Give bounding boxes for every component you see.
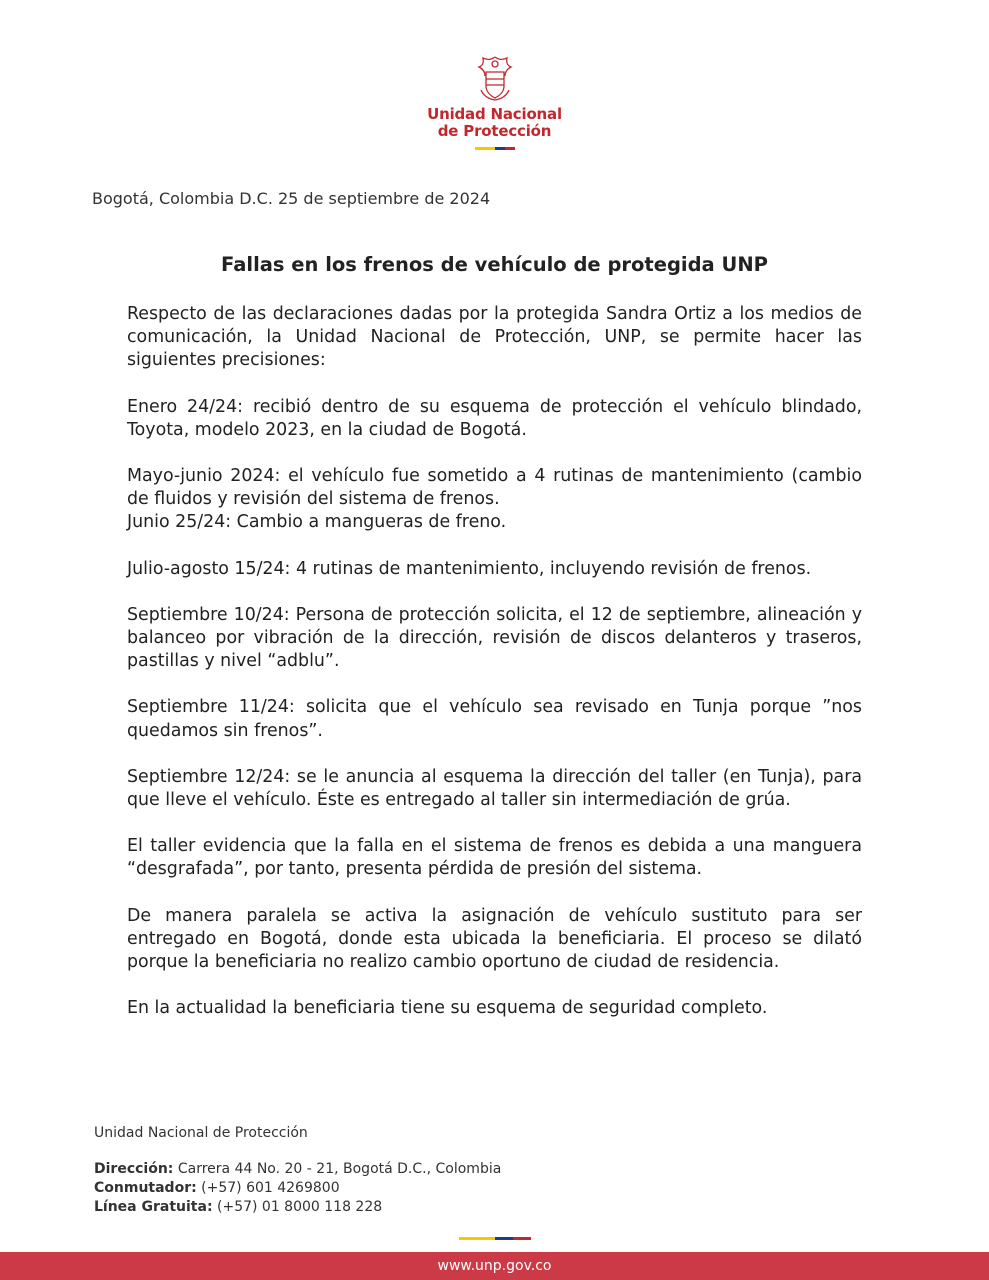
paragraph-july-august: Julio-agosto 15/24: 4 rutinas de mantenimiento, incluyendo revisión de frenos. <box>127 558 812 579</box>
letter-date: Bogotá, Colombia D.C. 25 de septiembre de 2024 <box>92 189 491 208</box>
paragraph-intro: Respecto de las declaraciones dadas por la protegida Sandra Ortiz a los medios de comunicación, la Unidad Nacional de Protección, UNP, se permite hacer las siguientes precisiones: <box>127 304 862 371</box>
website-bar <box>0 1252 989 1280</box>
footer-address: Dirección: Carrera 44 No. 20 - 21, Bogotá D.C., Colombia <box>94 1161 502 1177</box>
footer-switchboard: Conmutador: (+57) 601 4269800 <box>94 1180 340 1196</box>
paragraph-may-june: Mayo-junio 2024: el vehículo fue sometido a 4 rutinas de mantenimiento (cambio de fluidos y revisión del sistema de frenos. Junio 25/24: Cambio a mangueras de freno. <box>127 466 862 533</box>
paragraph-september-11: Septiembre 11/24: solicita que el vehículo sea revisado en Tunja porque ”nos quedamos sin frenos”. <box>127 697 862 741</box>
paragraph-workshop: El taller evidencia que la falla en el sistema de frenos es debida a una manguera “desgrafada”, por tanto, presenta pérdida de presión del sistema. <box>127 836 862 880</box>
website-link[interactable]: www.unp.gov.co <box>437 1258 552 1274</box>
paragraph-september-12: Septiembre 12/24: se le anuncia al esquema la dirección del taller (en Tunja), para que lleve el vehículo. Éste es entregado al taller sin intermediación de grúa. <box>127 766 862 811</box>
unp-logo <box>0 54 989 150</box>
paragraph-substitute-vehicle: De manera paralela se activa la asignación de vehículo sustituto para ser entregado en Bogotá, donde esta ubicada la beneficiaria. El proceso se dilató porque la beneficiaria no realizo cambio oportuno de ciudad de residencia. <box>127 905 862 973</box>
org-name-line2: de Protección <box>437 122 552 140</box>
paragraph-september-10: Septiembre 10/24: Persona de protección solicita, el 12 de septiembre, alineación y balanceo por vibración de la dirección, revisión de discos delanteros y traseros, pastillas y nivel “adblu”. <box>127 604 862 672</box>
paragraph-current-status: En la actualidad la beneficiaria tiene su esquema de seguridad completo. <box>127 998 768 1019</box>
org-name-line1: Unidad Nacional <box>427 105 562 123</box>
logo-flag-bar <box>475 147 515 150</box>
footer-org-name: Unidad Nacional de Protección <box>94 1125 308 1141</box>
paragraph-january: Enero 24/24: recibió dentro de su esquema de protección el vehículo blindado, Toyota, modelo 2023, en la ciudad de Bogotá. <box>127 396 862 440</box>
coat-of-arms-icon <box>473 54 517 102</box>
letter-title: Fallas en los frenos de vehículo de protegida UNP <box>221 253 768 276</box>
footer-freeline: Línea Gratuita: (+57) 01 8000 118 228 <box>94 1199 383 1215</box>
footer-flag-bar <box>459 1237 531 1240</box>
letter-body <box>127 303 862 1043</box>
footer-contact <box>94 1125 501 1217</box>
